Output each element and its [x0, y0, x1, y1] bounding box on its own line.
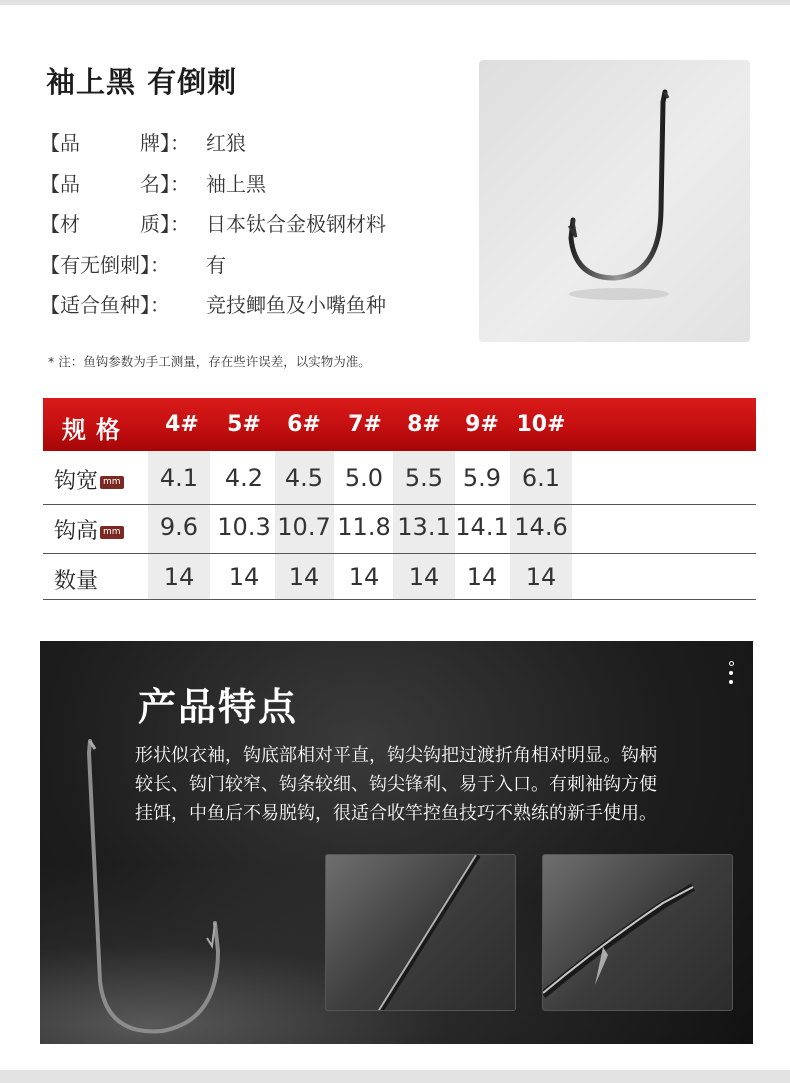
row-label-text: 数量	[54, 569, 99, 594]
table-cell: 14	[525, 563, 557, 591]
spec-label: 【材 质】：	[40, 212, 190, 236]
spec-label: 【品 名】：	[40, 172, 190, 196]
product-title: 袖上黑 有倒刺	[46, 65, 238, 99]
row-label-height	[54, 514, 124, 545]
table-cell: 4.2	[224, 464, 264, 492]
table-cell: 14	[466, 563, 498, 591]
size-header-label: 规格	[62, 416, 130, 444]
spec-value: 有	[206, 253, 226, 277]
table-cell: 13.1	[397, 513, 451, 541]
row-label-text: 钩宽	[54, 469, 99, 494]
unit-badge: mm	[100, 476, 124, 489]
size-9: 9#	[465, 412, 499, 437]
spec-value: 红狼	[206, 131, 246, 155]
table-cell: 5.5	[404, 464, 444, 492]
size-10: 10#	[516, 412, 566, 437]
feature-line: 较长、钩门较窄、钩条较细、钩尖锋利、易于入口。有刺袖钩方便	[135, 774, 657, 795]
product-hook-image	[479, 60, 750, 342]
table-cell: 11.8	[337, 513, 391, 541]
table-cell: 6.1	[521, 464, 561, 492]
row-label-width	[54, 464, 124, 495]
table-cell: 14	[163, 563, 195, 591]
table-cell: 9.6	[159, 513, 199, 541]
table-cell: 10.3	[217, 513, 271, 541]
table-cell: 14	[408, 563, 440, 591]
table-cell: 14.1	[455, 513, 509, 541]
spec-value: 竞技鲫鱼及小嘴鱼种	[206, 293, 386, 317]
table-cell: 14	[288, 563, 320, 591]
row-divider	[43, 553, 756, 554]
spec-value: 日本钛合金极钢材料	[206, 212, 386, 236]
size-5: 5#	[227, 412, 261, 437]
size-8: 8#	[407, 412, 441, 437]
table-cell: 14	[348, 563, 380, 591]
row-label-text: 钩高	[54, 519, 99, 544]
spec-value: 袖上黑	[206, 172, 266, 196]
table-cell: 14.6	[514, 513, 568, 541]
feature-section	[40, 641, 753, 1044]
table-cell: 4.5	[284, 464, 324, 492]
unit-badge: mm	[100, 526, 124, 539]
table-cell: 10.7	[277, 513, 331, 541]
feature-line: 形状似衣袖，钩底部相对平直，钩尖钩把过渡折角相对明显。钩柄	[135, 745, 657, 766]
row-divider	[43, 599, 756, 600]
size-4: 4#	[165, 412, 199, 437]
size-6: 6#	[287, 412, 321, 437]
top-divider	[0, 0, 790, 5]
spec-label: 【品 牌】：	[40, 131, 190, 155]
table-cell: 14	[228, 563, 260, 591]
row-divider	[43, 504, 756, 505]
detail-point-image	[542, 854, 733, 1011]
table-cell: 4.1	[159, 464, 199, 492]
table-cell: 5.0	[344, 464, 384, 492]
feature-line: 挂饵，中鱼后不易脱钩，很适合收竿控鱼技巧不熟练的新手使用。	[135, 803, 657, 824]
bottom-divider	[0, 1070, 790, 1083]
row-label-quantity	[54, 564, 98, 595]
spec-label: 【适合鱼种】：	[40, 293, 170, 317]
measurement-note: * 注：鱼钩参数为手工测量，存在些许误差，以实物为准。	[48, 354, 371, 369]
size-7: 7#	[348, 412, 382, 437]
spec-label: 【有无倒刺】：	[40, 253, 170, 277]
detail-shank-image	[325, 854, 516, 1011]
table-cell: 5.9	[462, 464, 502, 492]
feature-title: 产品特点	[138, 685, 299, 729]
